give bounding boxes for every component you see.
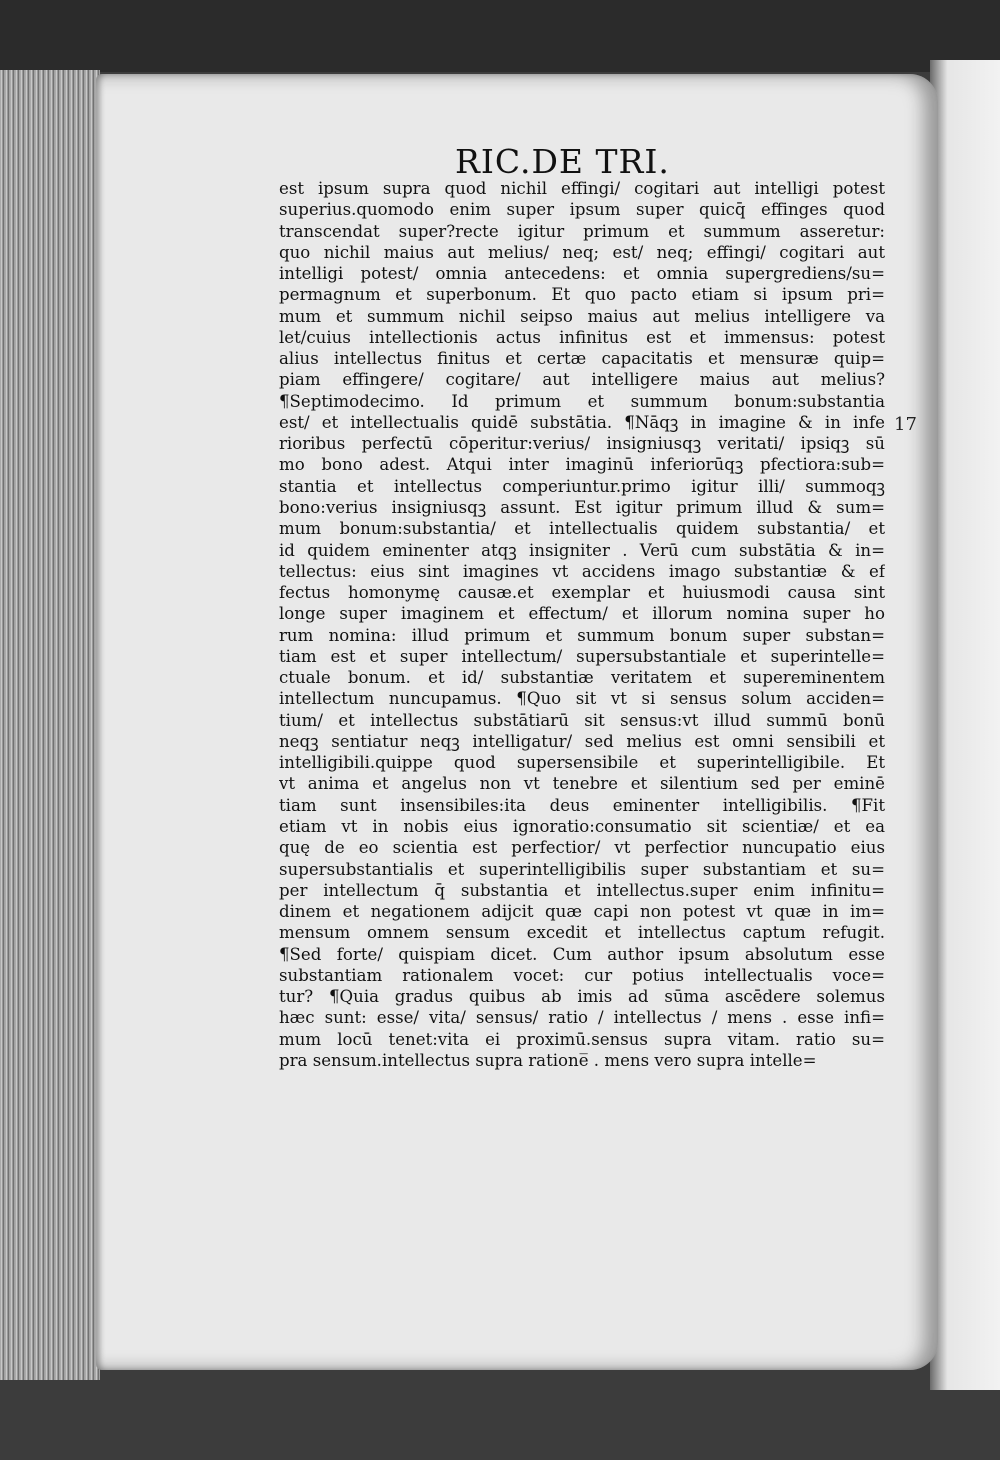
text-line: quę de eo scientia est perfectior/ vt perfectior nuncupatio eius	[279, 838, 885, 858]
text-line: alius intellectus finitus et certæ capacitatis et mensuræ quip=	[279, 349, 885, 369]
text-line: intelligibili.quippe quod supersensibile et superintelligibile. Et	[279, 753, 885, 773]
text-line: ctuale bonum. et id/ substantiæ veritatem et supereminentem	[279, 668, 885, 688]
text-line: stantia et intellectus comperiuntur.primo igitur illi/ summoqꝫ	[279, 476, 885, 496]
text-line: intellectum nuncupamus. ¶Quo sit vt si sensus solum acciden=	[279, 689, 885, 709]
stacked-page-edges	[0, 70, 100, 1380]
text-line: transcendat super?recte igitur primum et summum asseretur:	[279, 221, 885, 241]
text-line: superius.quomodo enim super ipsum super quicq̄ effinges quod	[279, 200, 885, 220]
text-line: per intellectum q̄ substantia et intellectus.super enim infinitu=	[279, 880, 885, 900]
text-line: supersubstantialis et superintelligibilis super substantiam et su=	[279, 859, 885, 879]
text-line: dinem et negationem adijcit quæ capi non potest vt quæ in im=	[279, 902, 885, 922]
text-line: mo bono adest. Atqui inter imaginū inferiorūqꝫ pfectiora:sub=	[279, 455, 885, 475]
text-line: permagnum et superbonum. Et quo pacto etiam si ipsum pri=	[279, 285, 885, 305]
text-line: est ipsum supra quod nichil effingi/ cogitari aut intelligi potest	[279, 179, 885, 198]
text-line: neqꝫ sentiatur neqꝫ intelligatur/ sed melius est omni sensibili et	[279, 731, 885, 751]
text-line: etiam vt in nobis eius ignoratio:consumatio sit scientiæ/ et ea	[279, 816, 885, 836]
text-line: tiam sunt insensibiles:ita deus eminenter intelligibilis. ¶Fit	[279, 795, 885, 815]
text-line: quo nichil maius aut melius/ neq; est/ neq; effingi/ cogitari aut	[279, 242, 885, 262]
folio-number: 17	[894, 414, 917, 435]
text-line: fectus homonymę causæ.et exemplar et huiusmodi causa sint	[279, 583, 885, 603]
text-line: longe super imaginem et effectum/ et illorum nomina super ho	[279, 604, 885, 624]
text-line: est/ et intellectualis quidē substātia. ¶Nāqꝫ in imagine & in infe	[279, 412, 885, 432]
running-head: RIC.DE TRI.	[455, 142, 670, 181]
text-line: tiam est et super intellectum/ supersubstantiale et superintelle=	[279, 646, 885, 666]
text-line: vt anima et angelus non vt tenebre et silentium sed per eminē	[279, 774, 885, 794]
text-line: bono:verius insigniusqꝫ assunt. Est igitur primum illud & sum=	[279, 497, 885, 517]
text-line: rioribus perfectū cōperitur:verius/ insigniusqꝫ veritati/ ipsiqꝫ sū	[279, 434, 885, 454]
text-line: mensum omnem sensum excedit et intellectus captum refugit.	[279, 923, 885, 943]
facing-page-edge	[930, 60, 1000, 1390]
text-line: piam effingere/ cogitare/ aut intelligere maius aut melius?	[279, 370, 885, 390]
body-text	[279, 178, 885, 1071]
text-line: mum locū tenet:vita ei proximū.sensus supra vitam. ratio su=	[279, 1029, 885, 1049]
text-line: pra sensum.intellectus supra ratione̅ . mens vero supra intelle=	[279, 1050, 817, 1070]
text-line: hæc sunt: esse/ vita/ sensus/ ratio / intellectus / mens . esse infi=	[279, 1008, 885, 1028]
text-line: mum bonum:substantia/ et intellectualis quidem substantia/ et	[279, 519, 885, 539]
text-line: let/cuius intellectionis actus infinitus est et immensus: potest	[279, 327, 885, 347]
text-line: rum nomina: illud primum et summum bonum super substan=	[279, 625, 885, 645]
text-line: ¶Septimodecimo. Id primum et summum bonum:substantia	[279, 391, 885, 411]
text-line: ¶Sed forte/ quispiam dicet. Cum author ipsum absolutum esse	[279, 944, 885, 964]
text-line: substantiam rationalem vocet: cur potius intellectualis voce=	[279, 965, 885, 985]
text-line: intelligi potest/ omnia antecedens: et omnia supergrediens/su=	[279, 264, 885, 284]
book-top-shadow	[0, 0, 1000, 72]
text-line: id quidem eminenter atqꝫ insigniter . Verū cum substātia & in=	[279, 540, 885, 560]
text-line: tellectus: eius sint imagines vt accidens imago substantiæ & ef	[279, 561, 885, 581]
text-line: tium/ et intellectus substātiarū sit sensus:vt illud summū bonū	[279, 710, 885, 730]
text-line: tur? ¶Quia gradus quibus ab imis ad sūma ascēdere solemus	[279, 987, 885, 1007]
text-line: mum et summum nichil seipso maius aut melius intelligere va	[279, 306, 885, 326]
